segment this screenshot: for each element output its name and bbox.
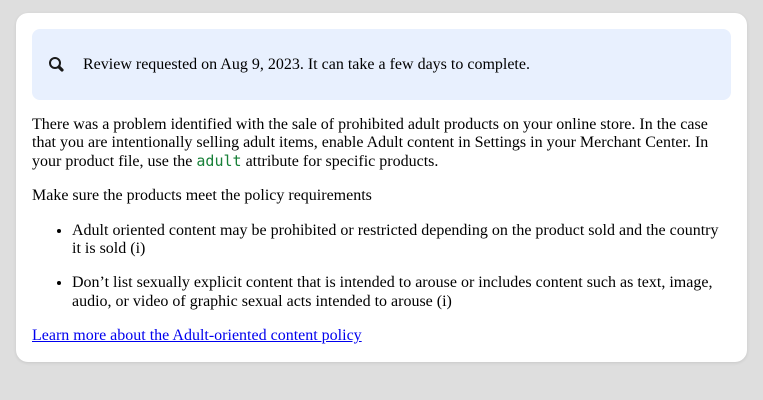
policy-requirements-list: [32, 222, 731, 312]
review-status-message: Review requested on Aug 9, 2023. It can take a few days to complete.: [83, 55, 530, 73]
policy-requirement-item: • Adult oriented content may be prohibited or restricted depending on the product sold and the country it is sold (i): [72, 222, 731, 259]
policy-intro: Make sure the products meet the policy requirements: [32, 187, 372, 205]
learn-more-link[interactable]: Learn more about the Adult-oriented content policy: [32, 327, 362, 345]
policy-requirement-item: • Don’t list sexually explicit content that is intended to arouse or includes content such as text, image, audio, or video of graphic sexual acts intended to arouse (i): [72, 274, 731, 311]
adult-attribute-code: adult: [196, 151, 242, 170]
learn-more-paragraph: [32, 327, 731, 345]
issue-description-text-after: attribute for specific products.: [241, 152, 439, 170]
review-status-banner: [32, 29, 731, 100]
issue-description: [32, 116, 731, 171]
search-icon: [48, 56, 65, 73]
issue-description-text-before: There was a problem identified with the sale of prohibited adult products on your online store. In the case that you are intentionally selling adult items, enable Adult content in Settings in your Merchant Center. In your product file, use the: [32, 116, 709, 170]
policy-issue-card: [16, 13, 747, 362]
